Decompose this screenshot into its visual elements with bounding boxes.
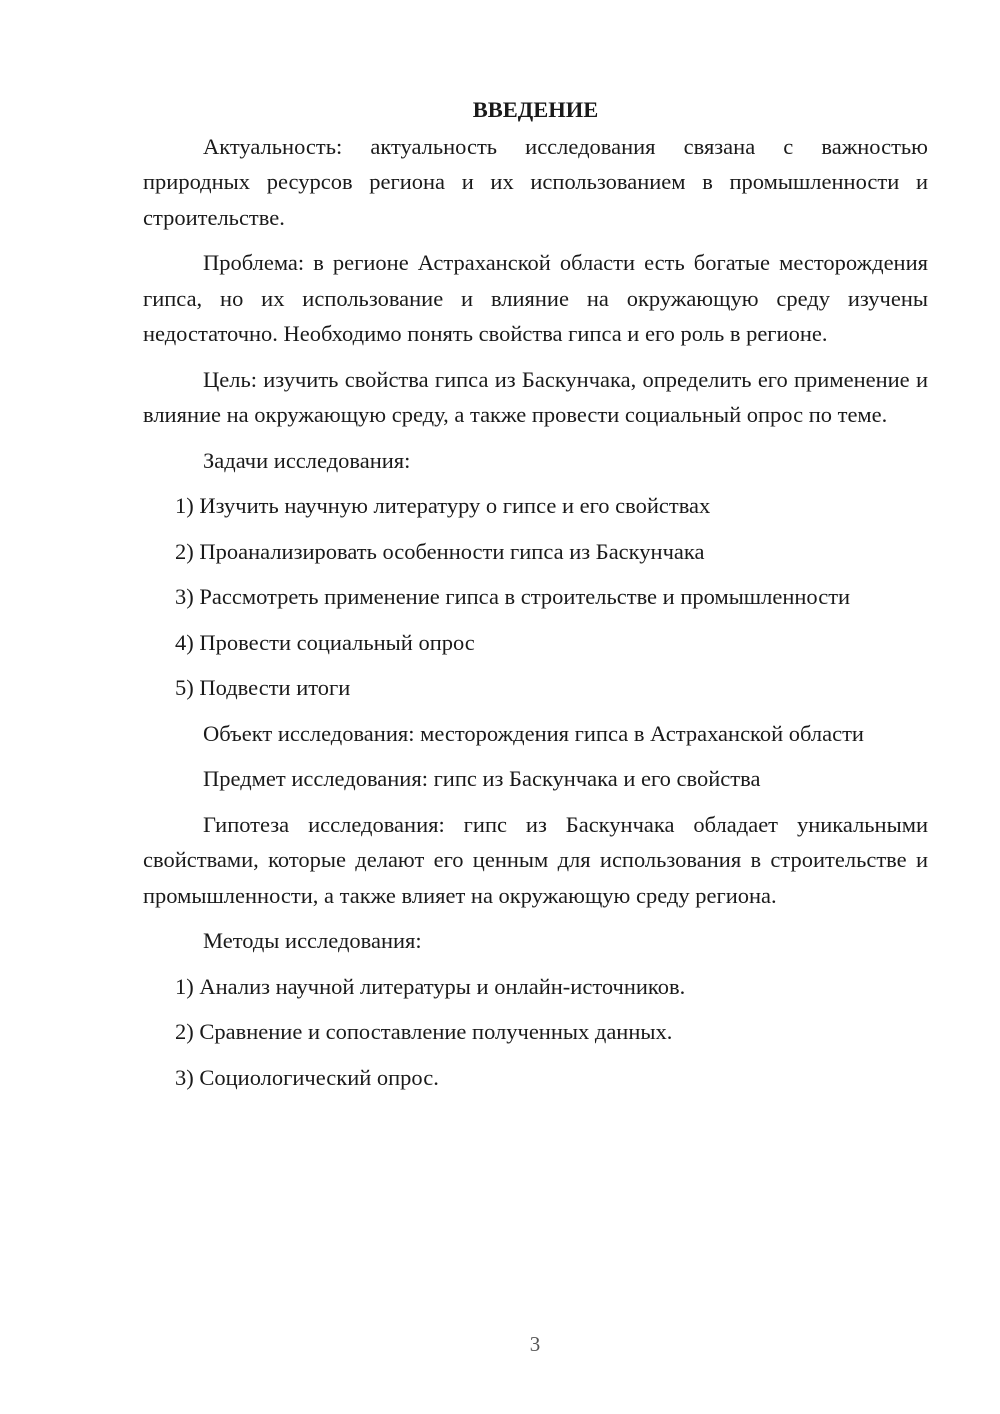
subject-paragraph: Предмет исследования: гипс из Баскунчака и его свойства [203, 766, 761, 791]
list-item: 2) Сравнение и сопоставление полученных данных. [175, 1019, 673, 1044]
list-item: 1) Изучить научную литературу о гипсе и его свойствах [175, 493, 711, 518]
methods-intro: Методы исследования: [203, 928, 422, 953]
methods-list [143, 969, 928, 1096]
tasks-list [143, 488, 928, 706]
page-number: 3 [529, 1332, 541, 1356]
hypothesis-paragraph: Гипотеза исследования: гипс из Баскунчака обладает уникальными свойствами, которые делают его ценным для использования в строительстве и промышленности, а также влияет на окружающую среду региона. [143, 811, 928, 908]
document-page [143, 92, 928, 1105]
list-item: 4) Провести социальный опрос [175, 629, 475, 655]
goal-paragraph: Цель: изучить свойства гипса из Баскунчака, определить его применение и влияние на окружающую среду, а также провести социальный опрос по теме. [143, 366, 928, 427]
list-item: 3) Социологический опрос. [175, 1064, 439, 1090]
tasks-intro: Задачи исследования: [203, 447, 411, 473]
list-item: 2) Проанализировать особенности гипса из Баскунчака [175, 538, 705, 564]
list-item: 1) Анализ научной литературы и онлайн-источников. [175, 973, 686, 999]
list-item: 3) Рассмотреть применение гипса в строительстве и промышленности [175, 584, 851, 609]
relevance-paragraph: Актуальность: актуальность исследования связана с важностью природных ресурсов региона и их использованием в промышленности и строительстве. [143, 133, 928, 230]
list-item: 5) Подвести итоги [175, 675, 351, 700]
section-heading: ВВЕДЕНИЕ [472, 97, 599, 122]
object-paragraph: Объект исследования: месторождения гипса в Астраханской области [203, 720, 864, 746]
problem-paragraph: Проблема: в регионе Астраханской области есть богатые месторождения гипса, но их использование и влияние на окружающую среду изучены недостаточно. Необходимо понять свойства гипса и его роль в регионе. [143, 250, 928, 346]
